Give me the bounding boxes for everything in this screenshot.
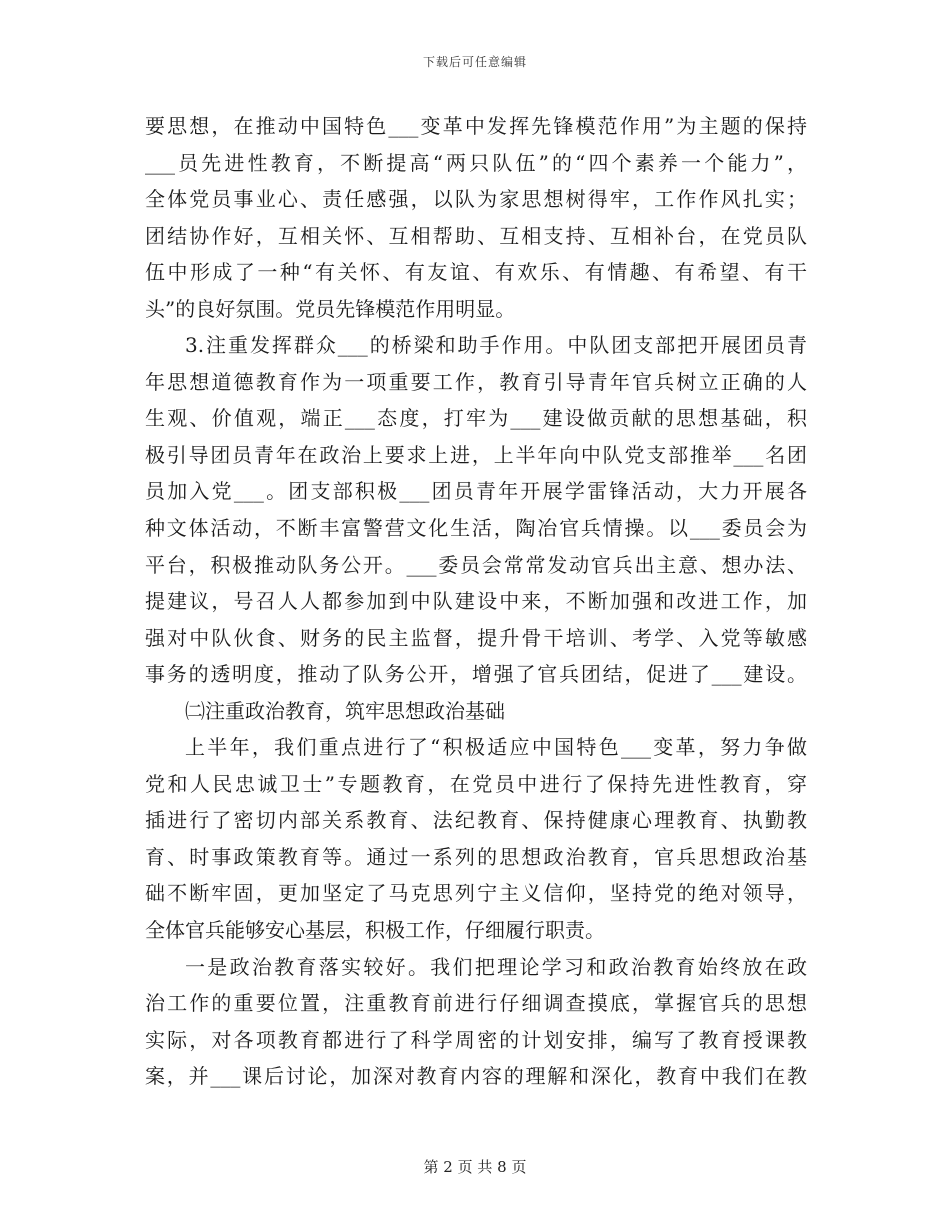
body-line: 生观、价值观，端正___态度，打牢为___建设做贡献的思想基础，积 bbox=[145, 406, 807, 431]
section-heading: ㈡注重政治教育，筑牢思想政治基础 bbox=[185, 698, 505, 723]
body-line: 党和人民忠诚卫士”专题教育，在党员中进行了保持先进性教育，穿 bbox=[145, 771, 807, 796]
body-line: 全体党员事业心、责任感强，以队为家思想树得牢，工作作风扎实； bbox=[145, 187, 807, 212]
page-header: 下载后可任意编辑 bbox=[422, 55, 527, 69]
body-line: 实际，对各项教育都进行了科学周密的计划安排，编写了教育授课教 bbox=[145, 1027, 807, 1052]
body-line: 3.注重发挥群众___的桥梁和助手作用。中队团支部把开展团员青 bbox=[185, 333, 807, 358]
body-line: 育、时事政策教育等。通过一系列的思想政治教育，官兵思想政治基 bbox=[145, 844, 807, 869]
body-line: 案，并___课后讨论，加深对教育内容的理解和深化，教育中我们在教 bbox=[145, 1064, 807, 1089]
body-line: 治工作的重要位置，注重教育前进行仔细调查摸底，掌握官兵的思想 bbox=[145, 991, 807, 1016]
body-line: 全体官兵能够安心基层，积极工作，仔细履行职责。 bbox=[145, 918, 605, 943]
body-line: 插进行了密切内部关系教育、法纪教育、保持健康心理教育、执勤教 bbox=[145, 808, 807, 833]
body-line: 团结协作好，互相关怀、互相帮助、互相支持、互相补台，在党员队 bbox=[145, 223, 807, 248]
body-line: 一是政治教育落实较好。我们把理论学习和政治教育始终放在政 bbox=[185, 954, 807, 979]
body-line: 提建议，号召人人都参加到中队建设中来，不断加强和改进工作，加 bbox=[145, 589, 807, 614]
body-line: 础不断牢固，更加坚定了马克思列宁主义信仰，坚持党的绝对领导， bbox=[145, 881, 807, 906]
body-line: 要思想，在推动中国特色___变革中发挥先锋模范作用”为主题的保持 bbox=[145, 114, 807, 138]
document-body bbox=[145, 108, 807, 1095]
page-number: 第 2 页 共 8 页 bbox=[423, 1158, 527, 1176]
body-line: 伍中形成了一种“有关怀、有友谊、有欢乐、有情趣、有希望、有干 bbox=[145, 260, 807, 285]
body-line: ___员先进性教育，不断提高“两只队伍”的“四个素养一个能力”， bbox=[145, 150, 807, 175]
body-line: 头”的良好氛围。党员先锋模范作用明显。 bbox=[145, 296, 516, 321]
body-line: 平台，积极推动队务公开。___委员会常常发动官兵出主意、想办法、 bbox=[145, 552, 807, 577]
body-line: 强对中队伙食、财务的民主监督，提升骨干培训、考学、入党等敏感 bbox=[145, 625, 807, 650]
body-line: 员加入党___。团支部积极___团员青年开展学雷锋活动，大力开展各 bbox=[145, 479, 807, 504]
body-line: 极引导团员青年在政治上要求上进，上半年向中队党支部推举___名团 bbox=[145, 442, 807, 467]
body-line: 年思想道德教育作为一项重要工作，教育引导青年官兵树立正确的人 bbox=[145, 369, 807, 394]
body-line: 事务的透明度，推动了队务公开，增强了官兵团结，促进了___建设。 bbox=[145, 662, 807, 687]
body-line: 上半年，我们重点进行了“积极适应中国特色___变革，努力争做 bbox=[185, 735, 807, 760]
body-line: 种文体活动，不断丰富警营文化生活，陶冶官兵情操。以___委员会为 bbox=[145, 516, 807, 541]
